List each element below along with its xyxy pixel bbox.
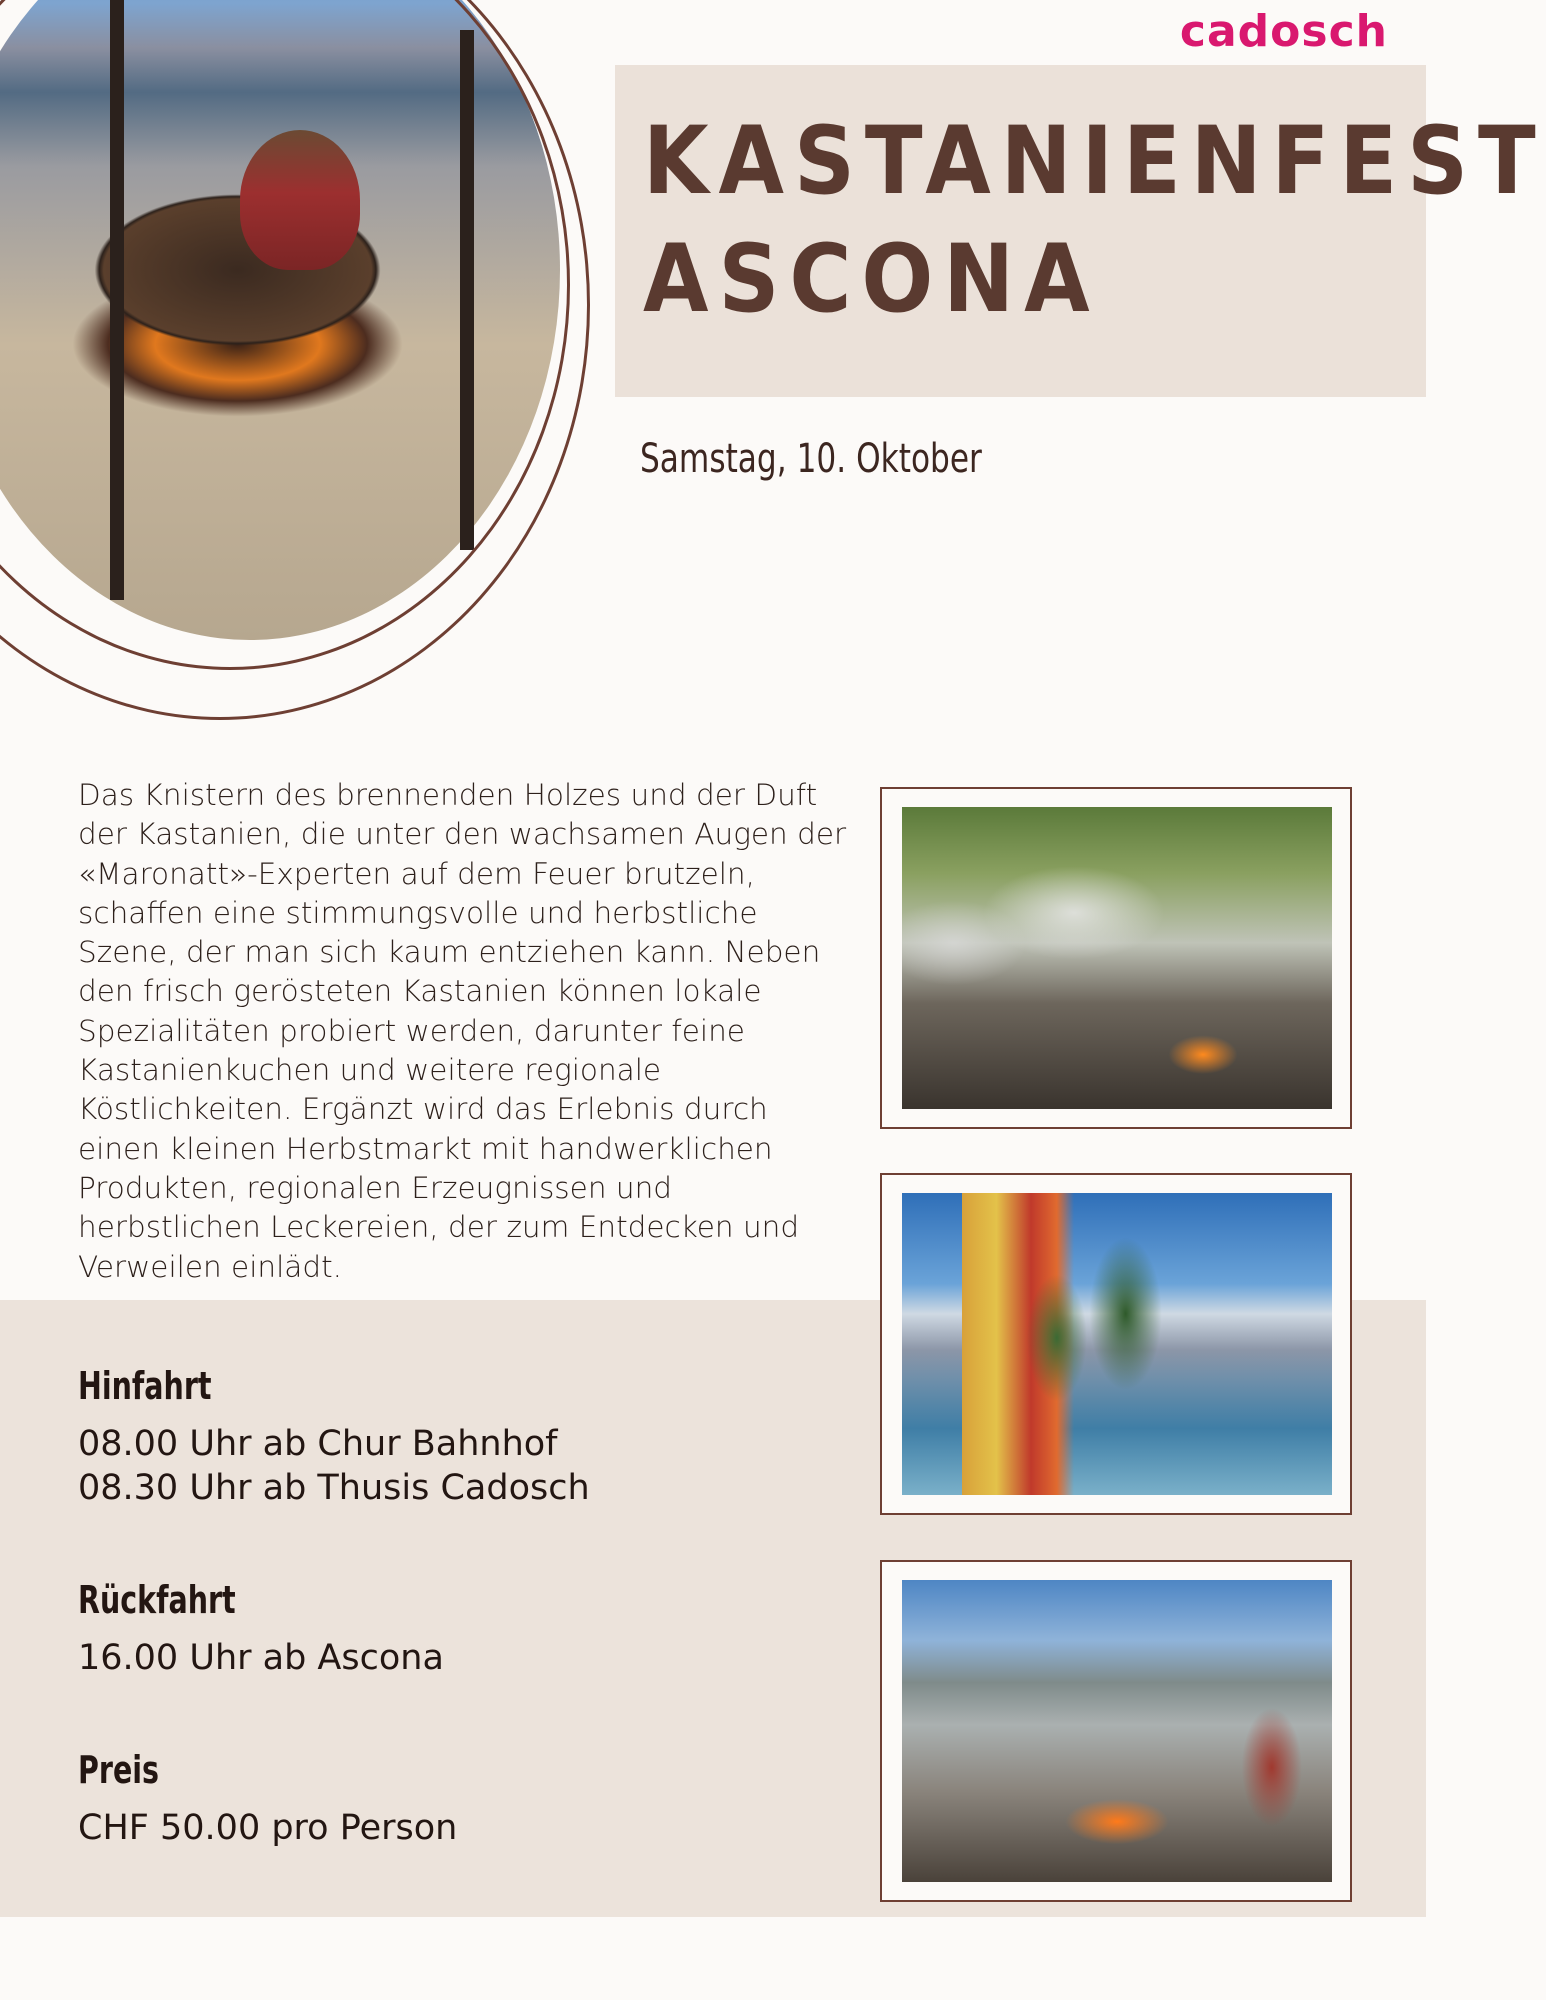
photo-frame-1: [880, 787, 1352, 1129]
hinfahrt-line-2: 08.30 Uhr ab Thusis Cadosch: [78, 1468, 590, 1508]
event-description: Das Knistern des brennenden Holzes und der Duft der Kastanien, die unter den wachsamen Augen der «Maronatt»-Experten auf dem Feuer brutzeln, schaffen eine stimmungsvolle und herbstliche Szene, der man sich kaum entziehen kann. Neben den frisch gerösteten Kastanien können lokale Spezialitäten probiert werden, darunter feine Kastanienkuchen und weitere regionale Köstlichkeiten. Ergänzt wird das Erlebnis durch einen kleinen Herbstmarkt mit handwerklichen Produkten, regionalen Erzeugnissen und herbstlichen Leckereien, der zum Entdecken und Verweilen einlädt.: [78, 778, 847, 1284]
roaster-pole-left: [110, 0, 124, 600]
photo-ascona-lakefront: [902, 1193, 1332, 1495]
preis-line-1: CHF 50.00 pro Person: [78, 1808, 458, 1848]
hinfahrt-line-1: 08.00 Uhr ab Chur Bahnhof: [78, 1424, 558, 1464]
chestnut-roaster-figure: [240, 130, 360, 270]
hinfahrt-heading: Hinfahrt: [78, 1364, 212, 1408]
preis-heading: Preis: [78, 1748, 160, 1792]
roaster-pole-right: [460, 30, 474, 550]
hero-photo-chestnut-roasting: [0, 0, 560, 640]
page-title: [643, 103, 1546, 339]
photo-frame-3: [880, 1560, 1352, 1902]
cadosch-logo: cadosch: [1179, 6, 1388, 57]
photo-smoky-roasting-stands: [902, 807, 1332, 1109]
title-line-2: ASCONA: [643, 225, 1100, 334]
photo-frame-2: [880, 1173, 1352, 1515]
photo-chestnut-fire-pans: [902, 1580, 1332, 1882]
title-line-1: KASTANIENFEST: [643, 107, 1546, 216]
rueckfahrt-line-1: 16.00 Uhr ab Ascona: [78, 1638, 444, 1678]
rueckfahrt-heading: Rückfahrt: [78, 1578, 236, 1622]
event-date: Samstag, 10. Oktober: [640, 436, 982, 482]
title-box: [615, 65, 1546, 397]
